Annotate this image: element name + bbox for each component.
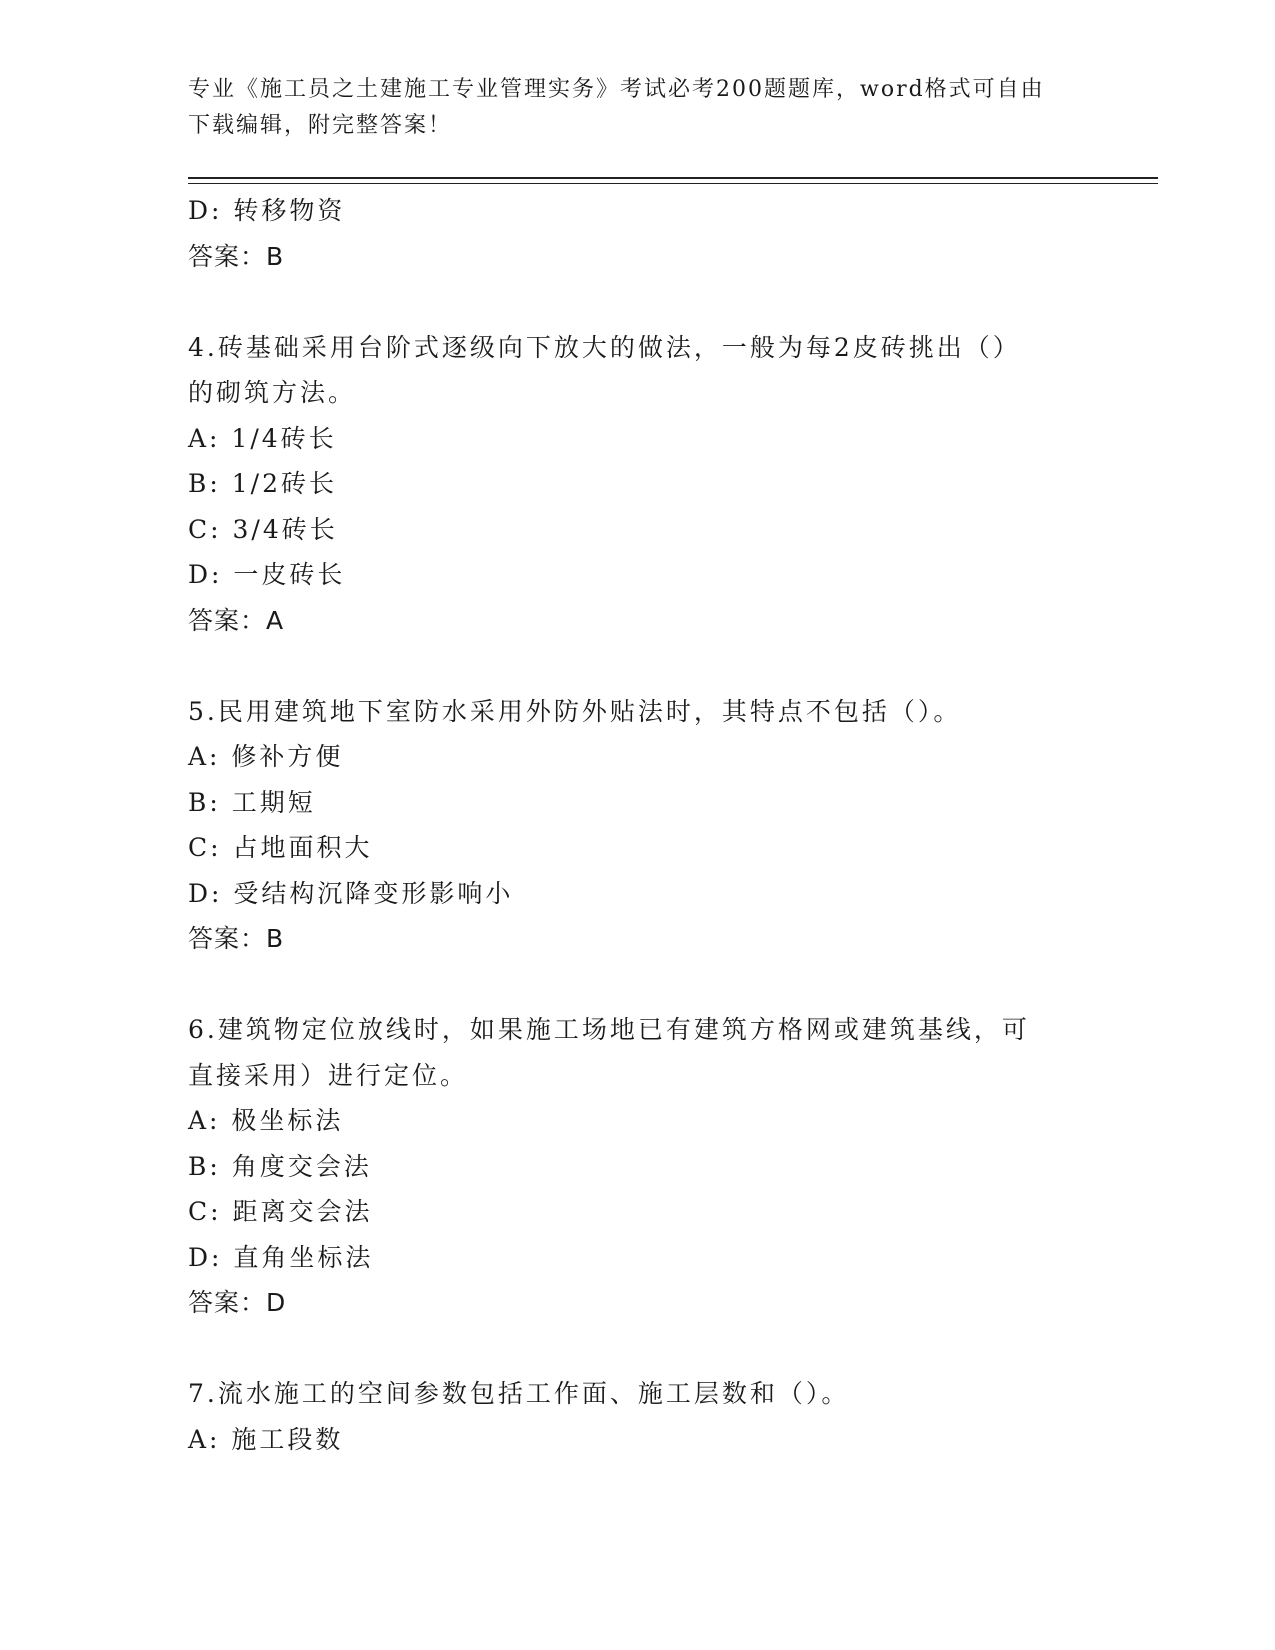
question-4	[188, 325, 1088, 644]
option-a: A: 极坐标法	[188, 1106, 344, 1135]
question-7	[188, 1371, 1088, 1462]
question-text-cont: 直接采用）进行定位。	[188, 1060, 469, 1090]
option-c: C: 距离交会法	[188, 1197, 373, 1226]
answer: 答案：B	[188, 241, 285, 271]
option-c: C: 占地面积大	[188, 833, 373, 862]
spacer	[188, 1326, 1088, 1372]
question-text: 7.流水施工的空间参数包括工作面、施工层数和（）。	[188, 1379, 850, 1408]
question-5	[188, 689, 1088, 962]
option-b: B: 工期短	[188, 787, 316, 817]
option-c: C: 3/4砖长	[188, 514, 338, 544]
option-a: A: 施工段数	[188, 1424, 344, 1454]
question-text: 6.建筑物定位放线时，如果施工场地已有建筑方格网或建筑基线，可	[188, 1015, 1030, 1044]
option-d: D: 一皮砖长	[188, 560, 346, 589]
option-a: A: 1/4砖长	[188, 423, 337, 453]
question-text: 4.砖基础采用台阶式逐级向下放大的做法，一般为每2皮砖挑出（）	[188, 332, 1021, 362]
question-6	[188, 1007, 1088, 1326]
option-a: A: 修补方便	[188, 742, 344, 771]
answer: 答案：A	[188, 605, 285, 635]
spacer	[188, 643, 1088, 689]
document-header	[188, 72, 1088, 144]
answer: 答案：D	[188, 1288, 287, 1317]
question-text-cont: 的砌筑方法。	[188, 378, 357, 407]
document-body	[188, 188, 1088, 1462]
option-b: B: 1/2砖长	[188, 469, 337, 498]
option-d: D: 受结构沉降变形影响小	[188, 878, 514, 908]
answer: 答案：B	[188, 924, 285, 953]
option-d: D: 转移物资	[188, 196, 346, 225]
option-b: B: 角度交会法	[188, 1151, 372, 1181]
spacer	[188, 279, 1088, 325]
header-line-2: 下载编辑，附完整答案！	[188, 113, 453, 138]
header-rule-thick	[188, 177, 1158, 179]
header-line-1: 专业《施工员之土建施工专业管理实务》考试必考200题题库，word格式可自由	[188, 77, 1045, 102]
header-rule-thin	[188, 183, 1158, 184]
spacer	[188, 962, 1088, 1008]
option-d: D: 直角坐标法	[188, 1242, 374, 1272]
question-text: 5.民用建筑地下室防水采用外防外贴法时，其特点不包括（）。	[188, 696, 962, 726]
